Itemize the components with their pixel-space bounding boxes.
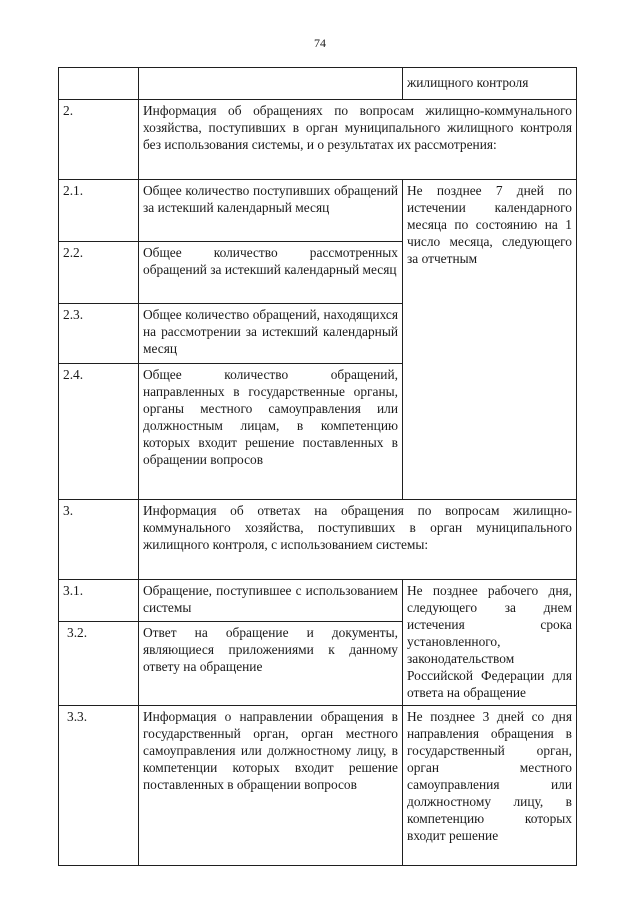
table-row-2-1 bbox=[59, 180, 577, 242]
table-row-section-2 bbox=[59, 100, 577, 180]
cell-term: жилищного контроля bbox=[403, 68, 577, 100]
cell-number: 2.4. bbox=[59, 364, 139, 500]
cell-number: 2.3. bbox=[59, 304, 139, 364]
cell-description: Общее количество обращений, находящихся на рассмотрении за истекший календарный месяц bbox=[139, 304, 403, 364]
cell-number: 3.1. bbox=[59, 580, 139, 622]
cell-description: Информация о направлении обращения в государственный орган, орган местного самоуправления или должностному лицу, в компетенции которых входит решение поставленных в обращении вопросов bbox=[139, 706, 403, 866]
cell-description: Общее количество рассмотренных обращений за истекший календарный месяц bbox=[139, 242, 403, 304]
cell-description: Обращение, поступившее с использованием системы bbox=[139, 580, 403, 622]
page-number: 74 bbox=[314, 36, 326, 50]
cell-term: Не позднее 3 дней со дня направления обращения в государственный орган, орган местного самоуправления или должностному лицу, в компетенцию которых входит решение bbox=[403, 706, 577, 866]
cell-number: 3.2. bbox=[59, 622, 139, 706]
table-row-3-3 bbox=[59, 706, 577, 866]
cell-description: Общее количество обращений, направленных в государственные органы, органы местного самоуправления или должностным лицам, в компетенцию которых входит решение поставленных в обращении вопросов bbox=[139, 364, 403, 500]
cell-number: 2. bbox=[59, 100, 139, 180]
cell-description bbox=[139, 68, 403, 100]
cell-section-heading: Информация об обращениях по вопросам жилищно-коммунального хозяйства, поступивших в орган муниципального жилищного контроля без использования системы, и о результатах их рассмотрения: bbox=[139, 100, 577, 180]
table-row-continuation bbox=[59, 68, 577, 100]
cell-term: Не позднее 7 дней по истечении календарного месяца по состоянию на 1 число месяца, следующего за отчетным bbox=[403, 180, 577, 500]
cell-number: 2.2. bbox=[59, 242, 139, 304]
cell-term: Не позднее рабочего дня, следующего за днем истечения срока установленного, законодательством Российской Федерации для ответа на обращение bbox=[403, 580, 577, 706]
table-row-3-1 bbox=[59, 580, 577, 622]
cell-description: Общее количество поступивших обращений за истекший календарный месяц bbox=[139, 180, 403, 242]
cell-section-heading: Информация об ответах на обращения по вопросам жилищно-коммунального хозяйства, поступивших в орган муниципального жилищного контроля, с использованием системы: bbox=[139, 500, 577, 580]
cell-description: Ответ на обращение и документы, являющиеся приложениями к данному ответу на обращение bbox=[139, 622, 403, 706]
requirements-table bbox=[58, 67, 577, 866]
cell-number: 3. bbox=[59, 500, 139, 580]
cell-number: 3.3. bbox=[59, 706, 139, 866]
cell-number bbox=[59, 68, 139, 100]
table-row-section-3 bbox=[59, 500, 577, 580]
cell-number: 2.1. bbox=[59, 180, 139, 242]
